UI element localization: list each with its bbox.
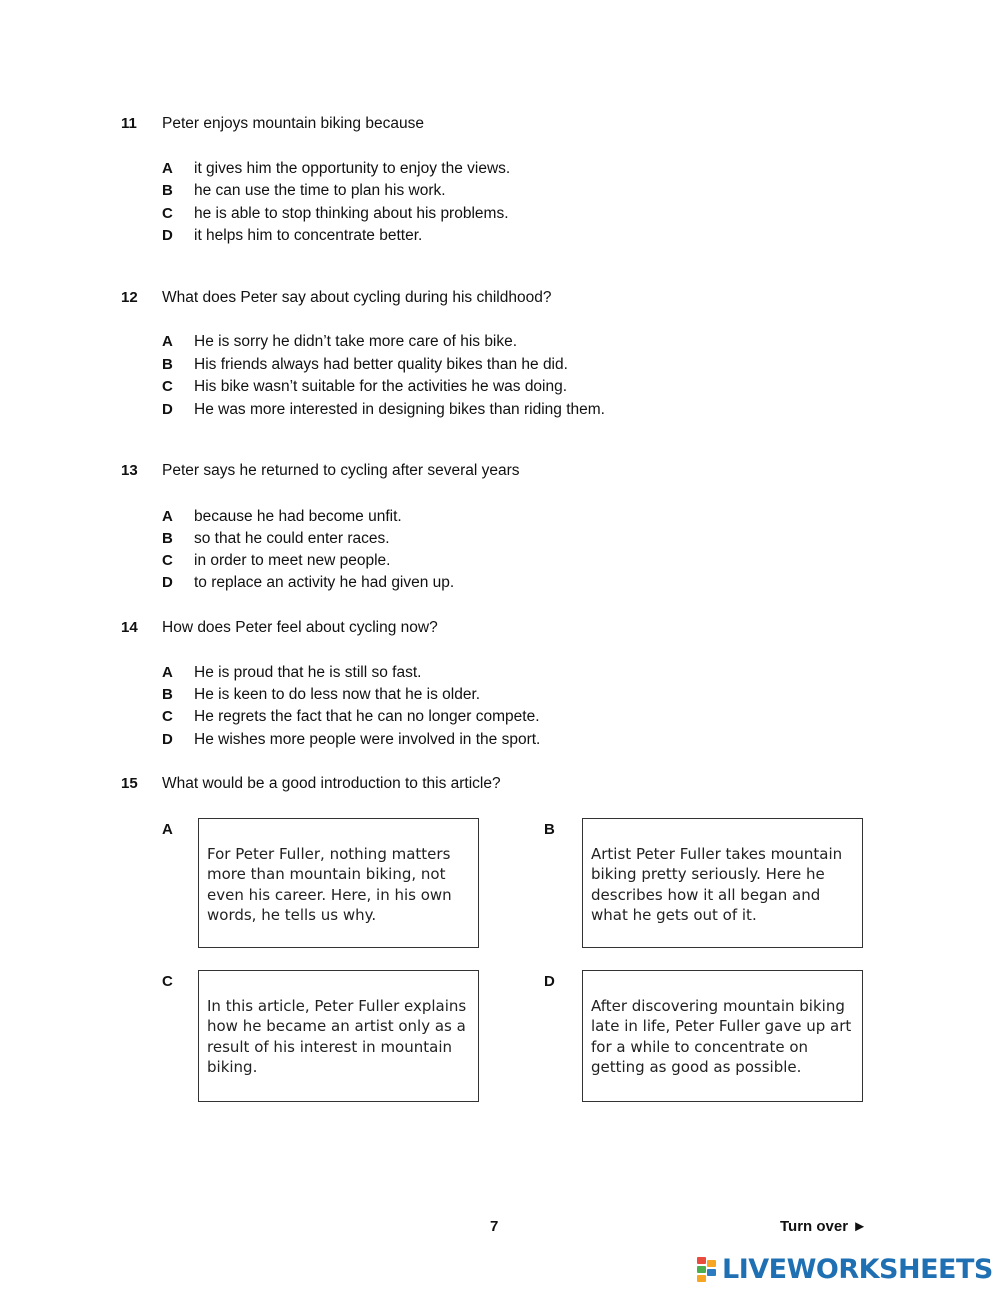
option-14-c[interactable] xyxy=(0,708,1000,728)
option-text: He is sorry he didn’t take more care of his bike. xyxy=(194,333,518,350)
option-11-c[interactable] xyxy=(0,205,1000,225)
intro-line: late in life, Peter Fuller gave up art xyxy=(591,1017,852,1036)
option-11-d[interactable] xyxy=(0,227,1000,247)
option-14-a[interactable] xyxy=(0,664,1000,684)
option-text: because he had become unfit. xyxy=(194,508,402,525)
intro-line: words, he tells us why. xyxy=(207,905,377,924)
option-13-a[interactable] xyxy=(0,508,1000,528)
option-letter: B xyxy=(162,182,173,199)
question-number: 13 xyxy=(121,462,138,479)
option-text: He is proud that he is still so fast. xyxy=(194,664,422,681)
question-number: 14 xyxy=(121,619,138,636)
option-letter: D xyxy=(162,401,173,418)
intro-line: biking pretty seriously. Here he xyxy=(591,865,825,884)
liveworksheets-logo xyxy=(697,1255,993,1285)
option-text: it helps him to concentrate better. xyxy=(194,227,423,244)
option-14-b[interactable] xyxy=(0,686,1000,706)
option-text: he is able to stop thinking about his problems. xyxy=(194,205,509,222)
option-letter: C xyxy=(162,205,173,222)
option-letter: D xyxy=(162,731,173,748)
option-12-c[interactable] xyxy=(0,378,1000,398)
option-letter: B xyxy=(162,530,173,547)
intro-line: how he became an artist only as a xyxy=(207,1017,466,1036)
option-letter: A xyxy=(162,664,173,681)
option-letter: B xyxy=(162,686,173,703)
option-11-a[interactable] xyxy=(0,160,1000,180)
intro-option-a[interactable] xyxy=(198,818,479,948)
option-text: so that he could enter races. xyxy=(194,530,390,547)
intro-line: getting as good as possible. xyxy=(591,1057,802,1076)
intro-option-letter-c: C xyxy=(162,973,173,990)
intro-line: more than mountain biking, not xyxy=(207,865,446,884)
option-letter: A xyxy=(162,333,173,350)
liveworksheets-logo-icon xyxy=(697,1257,719,1283)
option-text: to replace an activity he had given up. xyxy=(194,574,455,591)
intro-option-letter-d: D xyxy=(544,973,555,990)
option-letter: C xyxy=(162,378,173,395)
turn-over-label: Turn over ► xyxy=(780,1218,868,1235)
option-11-b[interactable] xyxy=(0,182,1000,202)
option-letter: C xyxy=(162,552,173,569)
intro-line: After discovering mountain biking xyxy=(591,997,845,1015)
option-text: He wishes more people were involved in the sport. xyxy=(194,731,541,748)
intro-line: for a while to concentrate on xyxy=(591,1037,809,1056)
question-text: How does Peter feel about cycling now? xyxy=(162,619,438,636)
option-text: in order to meet new people. xyxy=(194,552,391,569)
intro-line: what he gets out of it. xyxy=(591,905,757,924)
question-text: Peter says he returned to cycling after several years xyxy=(162,462,520,479)
option-14-d[interactable] xyxy=(0,731,1000,751)
intro-option-b[interactable] xyxy=(582,818,863,948)
option-text: His friends always had better quality bikes than he did. xyxy=(194,356,568,373)
option-letter: A xyxy=(162,160,173,177)
option-letter: A xyxy=(162,508,173,525)
intro-line: In this article, Peter Fuller explains xyxy=(207,997,467,1015)
question-text: What does Peter say about cycling during his childhood? xyxy=(162,289,552,306)
intro-line: even his career. Here, in his own xyxy=(207,885,452,904)
option-text: he can use the time to plan his work. xyxy=(194,182,446,199)
page-number: 7 xyxy=(490,1218,499,1235)
intro-option-d[interactable] xyxy=(582,970,863,1102)
brand-name: LIVEWORKSHEETS xyxy=(722,1254,993,1285)
question-number: 12 xyxy=(121,289,138,306)
option-letter: D xyxy=(162,574,173,591)
intro-option-letter-b: B xyxy=(544,821,555,838)
option-13-d[interactable] xyxy=(0,574,1000,594)
question-number: 15 xyxy=(121,775,138,792)
intro-option-letter-a: A xyxy=(162,821,173,838)
intro-line: describes how it all began and xyxy=(591,885,821,904)
option-letter: C xyxy=(162,708,173,725)
intro-line: For Peter Fuller, nothing matters xyxy=(207,845,451,863)
option-text: He is keen to do less now that he is older. xyxy=(194,686,481,703)
option-text: He was more interested in designing bikes than riding them. xyxy=(194,401,605,418)
intro-line: result of his interest in mountain xyxy=(207,1037,452,1056)
question-text: Peter enjoys mountain biking because xyxy=(162,115,424,132)
option-text: His bike wasn’t suitable for the activities he was doing. xyxy=(194,378,568,395)
option-text: it gives him the opportunity to enjoy the views. xyxy=(194,160,511,177)
option-letter: D xyxy=(162,227,173,244)
question-number: 11 xyxy=(121,115,137,132)
option-13-c[interactable] xyxy=(0,552,1000,572)
option-letter: B xyxy=(162,356,173,373)
intro-option-c[interactable] xyxy=(198,970,479,1102)
option-12-a[interactable] xyxy=(0,333,1000,353)
option-12-b[interactable] xyxy=(0,356,1000,376)
option-text: He regrets the fact that he can no longer compete. xyxy=(194,708,540,725)
option-12-d[interactable] xyxy=(0,401,1000,421)
intro-line: Artist Peter Fuller takes mountain xyxy=(591,845,843,863)
question-text: What would be a good introduction to this article? xyxy=(162,775,501,792)
option-13-b[interactable] xyxy=(0,530,1000,550)
intro-line: biking. xyxy=(207,1057,258,1076)
